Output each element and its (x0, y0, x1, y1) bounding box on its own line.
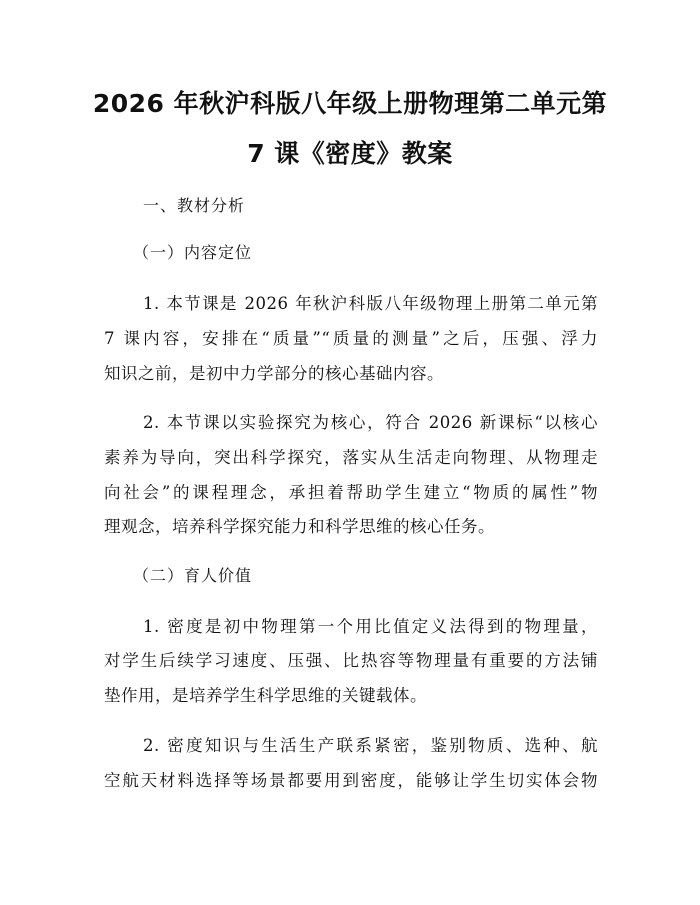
document-title-line-1: 2026 年秋沪科版八年级上册物理第二单元第 (92, 89, 608, 118)
paragraph-line: 理观念，培养科学探究能力和科学思维的核心任务。 (104, 517, 495, 536)
paragraph-line: 向社会”的课程理念，承担着帮助学生建立“物质的属性”物 (104, 483, 598, 502)
subsection-heading-content-positioning: （一）内容定位 (133, 243, 253, 262)
paragraph-line: 1. 密度是初中物理第一个用比值定义法得到的物理量， (143, 617, 598, 636)
paragraph-line: 知识之前，是初中力学部分的核心基础内容。 (104, 364, 444, 383)
paragraph-line: 2. 密度知识与生活生产联系紧密，鉴别物质、选种、航 (143, 736, 598, 755)
paragraph-line: 2. 本节课以实验探究为核心，符合 2026 新课标“以核心 (143, 413, 598, 432)
paragraph-line: 空航天材料选择等场景都要用到密度，能够让学生切实体会物 (104, 771, 598, 790)
section-heading-textbook-analysis: 一、教材分析 (143, 196, 246, 215)
paragraph-line: 垫作用，是培养学生科学思维的关键载体。 (104, 686, 427, 705)
paragraph-line: 7 课内容，安排在“质量”“质量的测量”之后，压强、浮力 (104, 329, 598, 348)
paragraph-line: 素养为导向，突出科学探究，落实从生活走向物理、从物理走 (104, 448, 598, 467)
subsection-heading-educational-value: （二）育人价值 (133, 566, 253, 585)
paragraph-line: 对学生后续学习速度、压强、比热容等物理量有重要的方法铺 (104, 651, 598, 670)
paragraph-line: 1. 本节课是 2026 年秋沪科版八年级物理上册第二单元第 (143, 294, 598, 313)
document-title-line-2: 7 课《密度》教案 (247, 139, 453, 168)
